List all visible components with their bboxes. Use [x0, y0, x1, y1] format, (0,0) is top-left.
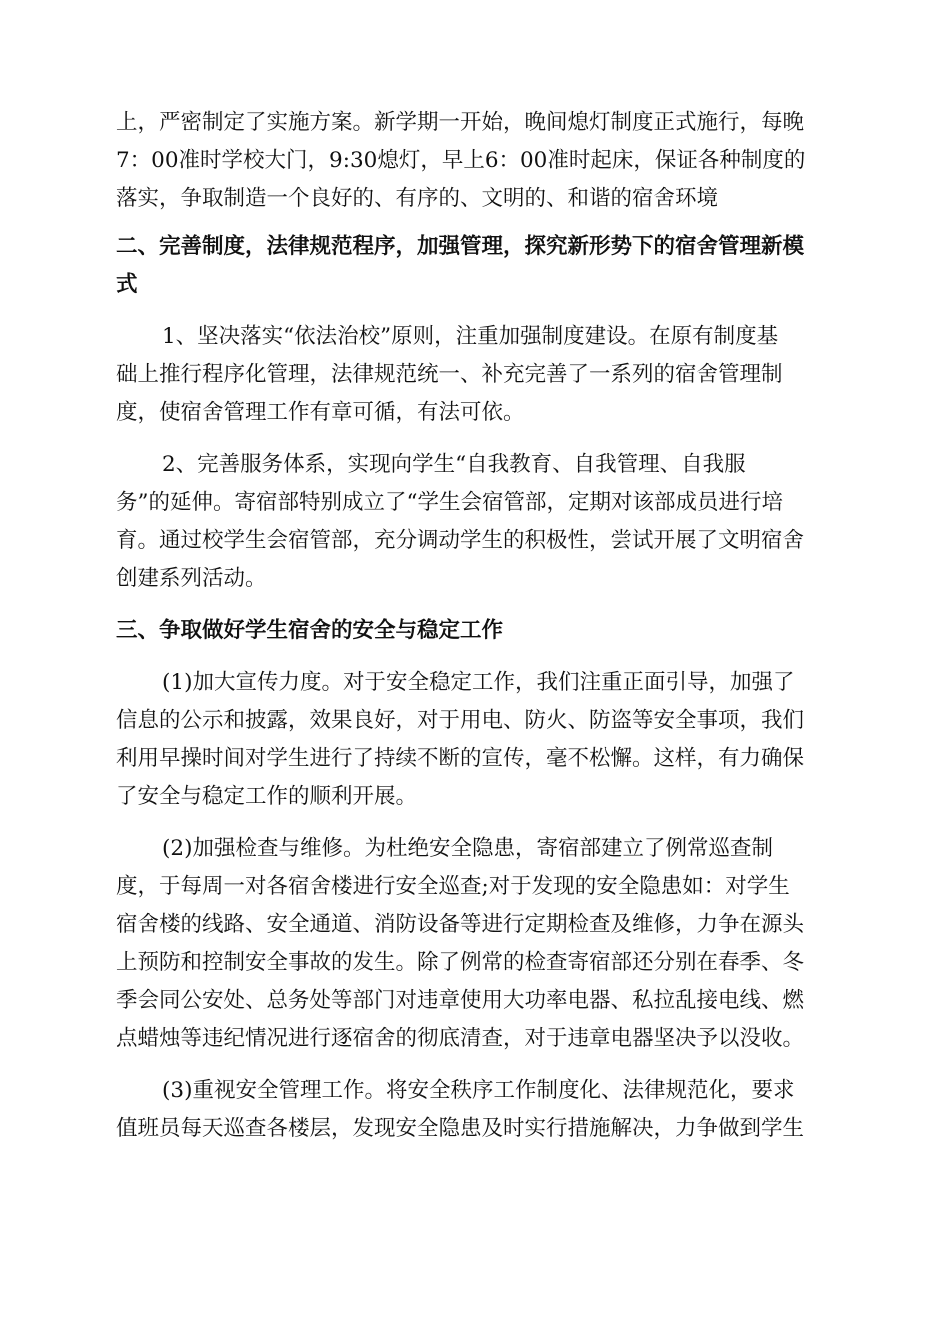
text-line: 上，严密制定了实施方案。新学期一开始，晚间熄灯制度正式施行，每晚 — [116, 110, 805, 135]
text-line: 季会同公安处、总务处等部门对违章使用大功率电器、私拉乱接电线、燃 — [116, 988, 805, 1013]
text-line: 点蜡烛等违纪情况进行逐宿舍的彻底清查，对于违章电器坚决予以没收。 — [116, 1026, 805, 1051]
text-line: 7：00准时学校大门，9:30熄灯，早上6：00准时起床，保证各种制度的 — [116, 148, 806, 173]
document-body — [116, 104, 836, 1148]
heading-line: 三、争取做好学生宿舍的安全与稳定工作 — [116, 618, 504, 643]
text-line: 信息的公示和披露，效果良好，对于用电、防火、防盗等安全事项，我们 — [116, 708, 805, 733]
text-line: 务”的延伸。寄宿部特别成立了“学生会宿管部，定期对该部成员进行培 — [116, 490, 783, 515]
text-line: 育。通过校学生会宿管部，充分调动学生的积极性，尝试开展了文明宿舍 — [116, 528, 805, 553]
text-line: 度，于每周一对各宿舍楼进行安全巡查;对于发现的安全隐患如：对学生 — [116, 874, 790, 899]
text-line: 利用早操时间对学生进行了持续不断的宣传，毫不松懈。这样，有力确保 — [116, 746, 805, 771]
text-line: 础上推行程序化管理，法律规范统一、补充完善了一系列的宿舍管理制 — [116, 362, 783, 387]
paragraph-5 — [116, 830, 836, 1058]
text-line: 2、完善服务体系，实现向学生“自我教育、自我管理、自我服 — [162, 452, 746, 477]
text-line: 落实，争取制造一个良好的、有序的、文明的、和谐的宿舍环境 — [116, 186, 719, 211]
paragraph-6 — [116, 1072, 836, 1148]
text-line: (2)加强检查与维修。为杜绝安全隐患，寄宿部建立了例常巡查制 — [162, 836, 773, 861]
paragraph-2 — [116, 318, 836, 432]
paragraph-4 — [116, 664, 836, 816]
text-line: 了安全与稳定工作的顺利开展。 — [116, 784, 418, 809]
text-line: (1)加大宣传力度。对于安全稳定工作，我们注重正面引导，加强了 — [162, 670, 795, 695]
paragraph-1 — [116, 104, 836, 218]
text-line: 宿舍楼的线路、安全通道、消防设备等进行定期检查及维修，力争在源头 — [116, 912, 805, 937]
text-line: 度，使宿舍管理工作有章可循，有法可依。 — [116, 400, 525, 425]
section-heading-3 — [116, 612, 836, 650]
text-line: (3)重视安全管理工作。将安全秩序工作制度化、法律规范化，要求 — [162, 1078, 795, 1103]
text-line: 创建系列活动。 — [116, 566, 267, 591]
text-line: 上预防和控制安全事故的发生。除了例常的检查寄宿部还分别在春季、冬 — [116, 950, 805, 975]
heading-line: 式 — [116, 272, 138, 297]
heading-line: 二、完善制度，法律规范程序，加强管理，探究新形势下的宿舍管理新模 — [116, 234, 805, 259]
text-line: 值班员每天巡查各楼层，发现安全隐患及时实行措施解决，力争做到学生 — [116, 1116, 805, 1141]
section-heading-2 — [116, 228, 836, 304]
text-line: 1、坚决落实“依法治校”原则，注重加强制度建设。在原有制度基 — [162, 324, 779, 349]
paragraph-3 — [116, 446, 836, 598]
